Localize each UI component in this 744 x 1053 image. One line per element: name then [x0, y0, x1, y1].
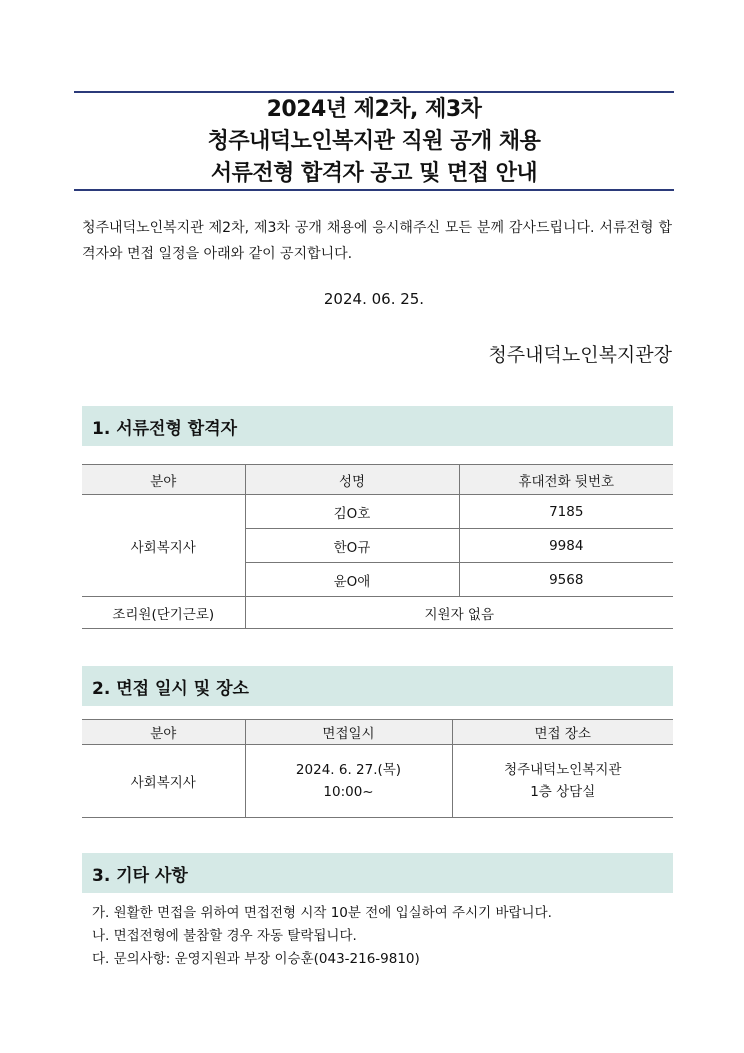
title-line-3: 서류전형 합격자 공고 및 면접 안내 — [210, 161, 538, 186]
interview-schedule-table — [82, 719, 673, 818]
table-row — [82, 745, 673, 818]
organization-signature: 청주내덕노인복지관장 — [488, 344, 672, 366]
table-row — [82, 597, 673, 629]
table-row — [82, 495, 673, 529]
field-cook: 조리원(단기근로) — [82, 597, 245, 629]
interview-place — [452, 745, 673, 818]
candidate-phone: 9568 — [459, 563, 673, 597]
candidate-name: 한O규 — [245, 529, 459, 563]
field-social-worker: 사회복지사 — [82, 495, 245, 597]
interview-place-building: 청주내덕노인복지관 — [504, 762, 622, 778]
candidate-phone: 7185 — [459, 495, 673, 529]
candidate-name: 윤O애 — [245, 563, 459, 597]
candidate-name: 김O호 — [245, 495, 459, 529]
col-header-field: 분야 — [82, 465, 245, 495]
col-header-name: 성명 — [245, 465, 459, 495]
other-notes-list — [92, 902, 552, 971]
col-header-field: 분야 — [82, 720, 245, 745]
col-header-place: 면접 장소 — [452, 720, 673, 745]
section1-title: 1. 서류전형 합격자 — [92, 418, 238, 439]
intro-paragraph: 청주내덕노인복지관 제2차, 제3차 공개 채용에 응시해주신 모든 분께 감사드립니다. 서류전형 합격자와 면접 일정을 아래와 같이 공지합니다. — [82, 220, 672, 262]
section2-title: 2. 면접 일시 및 장소 — [92, 678, 249, 699]
section3-title: 3. 기타 사항 — [92, 865, 188, 886]
no-applicants-note: 지원자 없음 — [245, 597, 673, 629]
col-header-datetime: 면접일시 — [245, 720, 452, 745]
interview-field: 사회복지사 — [82, 745, 245, 818]
note-item: 가. 원활한 면접을 위하여 면접전형 시작 10분 전에 입실하여 주시기 바랍니다. — [92, 905, 552, 921]
interview-datetime — [245, 745, 452, 818]
note-item: 나. 면접전형에 불참할 경우 자동 탈락됩니다. — [92, 928, 357, 944]
title-line-2: 청주내덕노인복지관 직원 공개 채용 — [207, 129, 541, 154]
col-header-phone: 휴대전화 뒷번호 — [459, 465, 673, 495]
title-line-1: 2024년 제2차, 제3차 — [266, 97, 482, 122]
title-bottom-rule — [74, 189, 674, 191]
note-item: 다. 문의사항: 운영지원과 부장 이승훈(043-216-9810) — [92, 951, 420, 967]
candidate-phone: 9984 — [459, 529, 673, 563]
section3-header — [82, 853, 673, 893]
interview-time: 10:00~ — [323, 784, 374, 800]
passed-candidates-table — [82, 464, 673, 629]
interview-date: 2024. 6. 27.(목) — [295, 762, 402, 778]
interview-place-room: 1층 상담실 — [530, 784, 596, 800]
section2-header — [82, 666, 673, 706]
section1-header — [82, 406, 673, 446]
notice-date: 2024. 06. 25. — [323, 290, 425, 308]
